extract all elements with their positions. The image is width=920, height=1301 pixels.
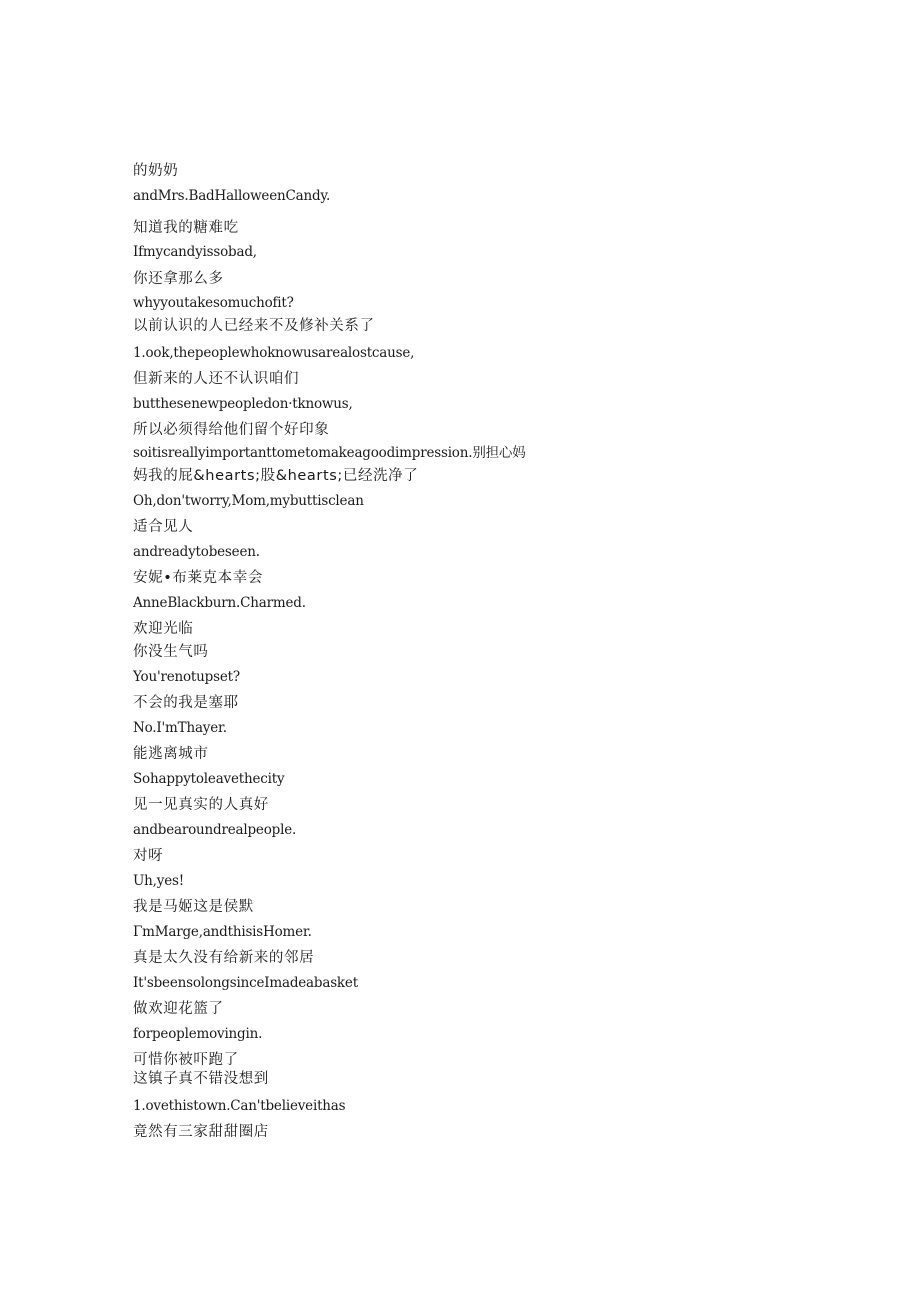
- text-line: 的奶奶: [133, 163, 179, 179]
- text-line: 但新来的人还不认识咱们: [133, 371, 300, 387]
- text-line: 不会的我是塞耶: [133, 695, 239, 711]
- text-line: ΓmMarge,andthisisHomer.: [133, 924, 312, 940]
- text-line: 安妮•布莱克本幸会: [133, 570, 263, 586]
- text-line: 知道我的糖难吃: [133, 220, 239, 236]
- text-line: 你没生气吗: [133, 644, 209, 660]
- text-line: 能逃离城市: [133, 746, 209, 762]
- text-line: No.I'mThayer.: [133, 720, 227, 736]
- text-line: 你还拿那么多: [133, 271, 224, 287]
- text-line: It'sbeensolongsinceImadeabasket: [133, 975, 358, 991]
- text-line: andreadytobeseen.: [133, 544, 260, 560]
- text-line: Ifmycandyissobad,: [133, 244, 257, 260]
- text-line: 对呀: [133, 848, 164, 864]
- text-line: AnneBlackburn.Charmed.: [133, 595, 306, 611]
- text-line: 做欢迎花篮了: [133, 1001, 224, 1017]
- text-line: 可惜你被吓跑了: [133, 1052, 239, 1068]
- text-line: andMrs.BadHalloweenCandy.: [133, 188, 331, 204]
- text-line: 1.ovethistown.Can'tbelieveithas: [133, 1098, 346, 1114]
- text-line: 1.ook,thepeoplewhoknowusarealostcause,: [133, 345, 415, 361]
- text-line: 竟然有三家甜甜圈店: [133, 1124, 269, 1140]
- text-line: soitisreallyimportanttometomakeagoodimpression.别担心妈: [133, 445, 526, 461]
- text-line: Uh,yes!: [133, 873, 184, 889]
- text-line: 以前认识的人已经来不及修补关系了: [133, 318, 375, 334]
- text-line: You'renotupset?: [133, 669, 240, 685]
- text-line: Oh,don'tworry,Mom,mybuttisclean: [133, 493, 364, 509]
- text-line: 所以必须得给他们留个好印象: [133, 422, 330, 438]
- text-line: 妈我的屁&hearts;股&hearts;已经洗净了: [133, 468, 419, 484]
- text-line: 我是马姬这是侯默: [133, 899, 254, 915]
- text-line: andbearoundrealpeople.: [133, 822, 297, 838]
- text-line: Sohappytoleavethecity: [133, 771, 285, 787]
- text-line: butthesenewpeopledon·tknowus,: [133, 396, 353, 412]
- text-line: 这镇子真不错没想到: [133, 1071, 269, 1087]
- text-line: 真是太久没有给新来的邻居: [133, 950, 315, 966]
- text-line: forpeoplemovingin.: [133, 1026, 263, 1042]
- text-line: 欢迎光临: [133, 621, 194, 637]
- text-line: 适合见人: [133, 519, 194, 535]
- text-line: whyyoutakesomuchofit?: [133, 295, 294, 311]
- text-line: 见一见真实的人真好: [133, 797, 269, 813]
